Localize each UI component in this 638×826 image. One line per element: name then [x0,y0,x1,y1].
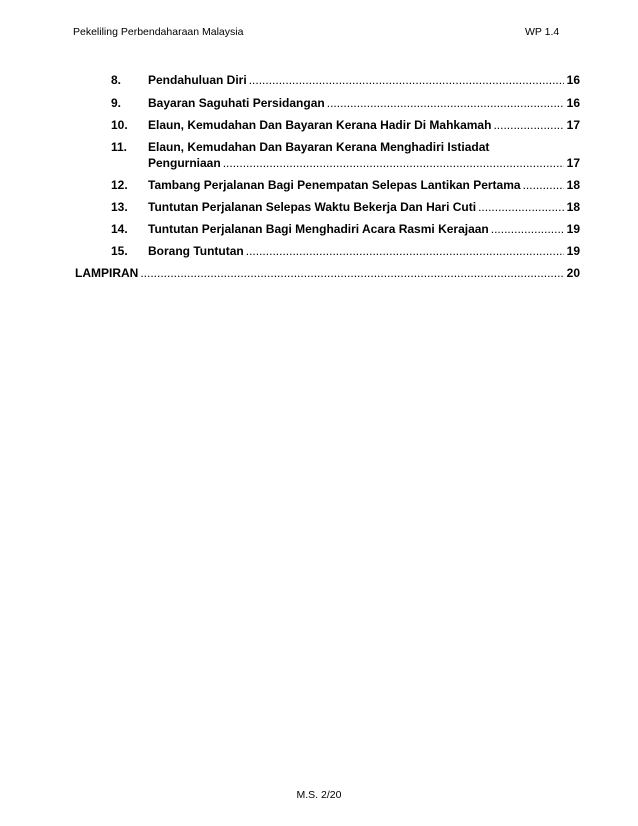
toc-item-number: 10. [111,118,128,132]
toc-leader-dots [223,155,564,171]
toc-leader-dots [246,243,564,259]
toc-leader-dots [493,117,563,133]
toc-leader-dots [491,221,564,237]
toc-leader-dots [140,265,563,281]
toc-item-title-line-1: Elaun, Kemudahan Dan Bayaran Kerana Menghadiri Istiadat [148,140,490,154]
toc-item-title: Tambang Perjalanan Bagi Penempatan Selepas Lantikan Pertama [148,178,521,192]
toc-item-page: 19 [566,244,580,258]
toc-item-page: 20 [566,266,580,280]
toc-leader-dots [249,72,564,88]
toc-item-number: 9. [111,96,122,110]
toc-item-page: 19 [566,222,580,236]
toc-leader-dots [523,177,564,193]
toc-item-title: Pendahuluan Diri [148,73,247,87]
toc-item-page: 17 [566,156,580,170]
toc-item-title-line-2: Pengurniaan [148,156,221,170]
toc-item-page: 16 [566,73,580,87]
toc-item-number: 14. [111,222,128,236]
header-document-code: WP 1.4 [525,26,560,38]
toc-item-number: 12. [111,178,128,192]
toc-item-page: 17 [566,118,580,132]
toc-item-title: Bayaran Saguhati Persidangan [148,96,325,110]
toc-item-number: 8. [111,73,122,87]
page-header [73,24,565,40]
toc-item-title: LAMPIRAN [75,266,139,280]
page-footer [0,788,638,802]
toc-item-number: 13. [111,200,128,214]
page-number: M.S. 2/20 [296,789,342,801]
toc-item-page: 18 [566,200,580,214]
toc-leader-dots [478,199,564,215]
header-publication-title: Pekeliling Perbendaharaan Malaysia [73,26,244,38]
toc-leader-dots [327,95,564,111]
toc-item-title: Tuntutan Perjalanan Selepas Waktu Bekerja Dan Hari Cuti [148,200,477,214]
toc-item-number: 11. [111,140,128,154]
toc-item-page: 18 [566,178,580,192]
toc-item-title: Borang Tuntutan [148,244,244,258]
toc-item-page: 16 [566,96,580,110]
toc-item-number: 15. [111,244,128,258]
toc-item-title: Elaun, Kemudahan Dan Bayaran Kerana Hadir Di Mahkamah [148,118,492,132]
toc-item-title: Tuntutan Perjalanan Bagi Menghadiri Acara Rasmi Kerajaan [148,222,489,236]
